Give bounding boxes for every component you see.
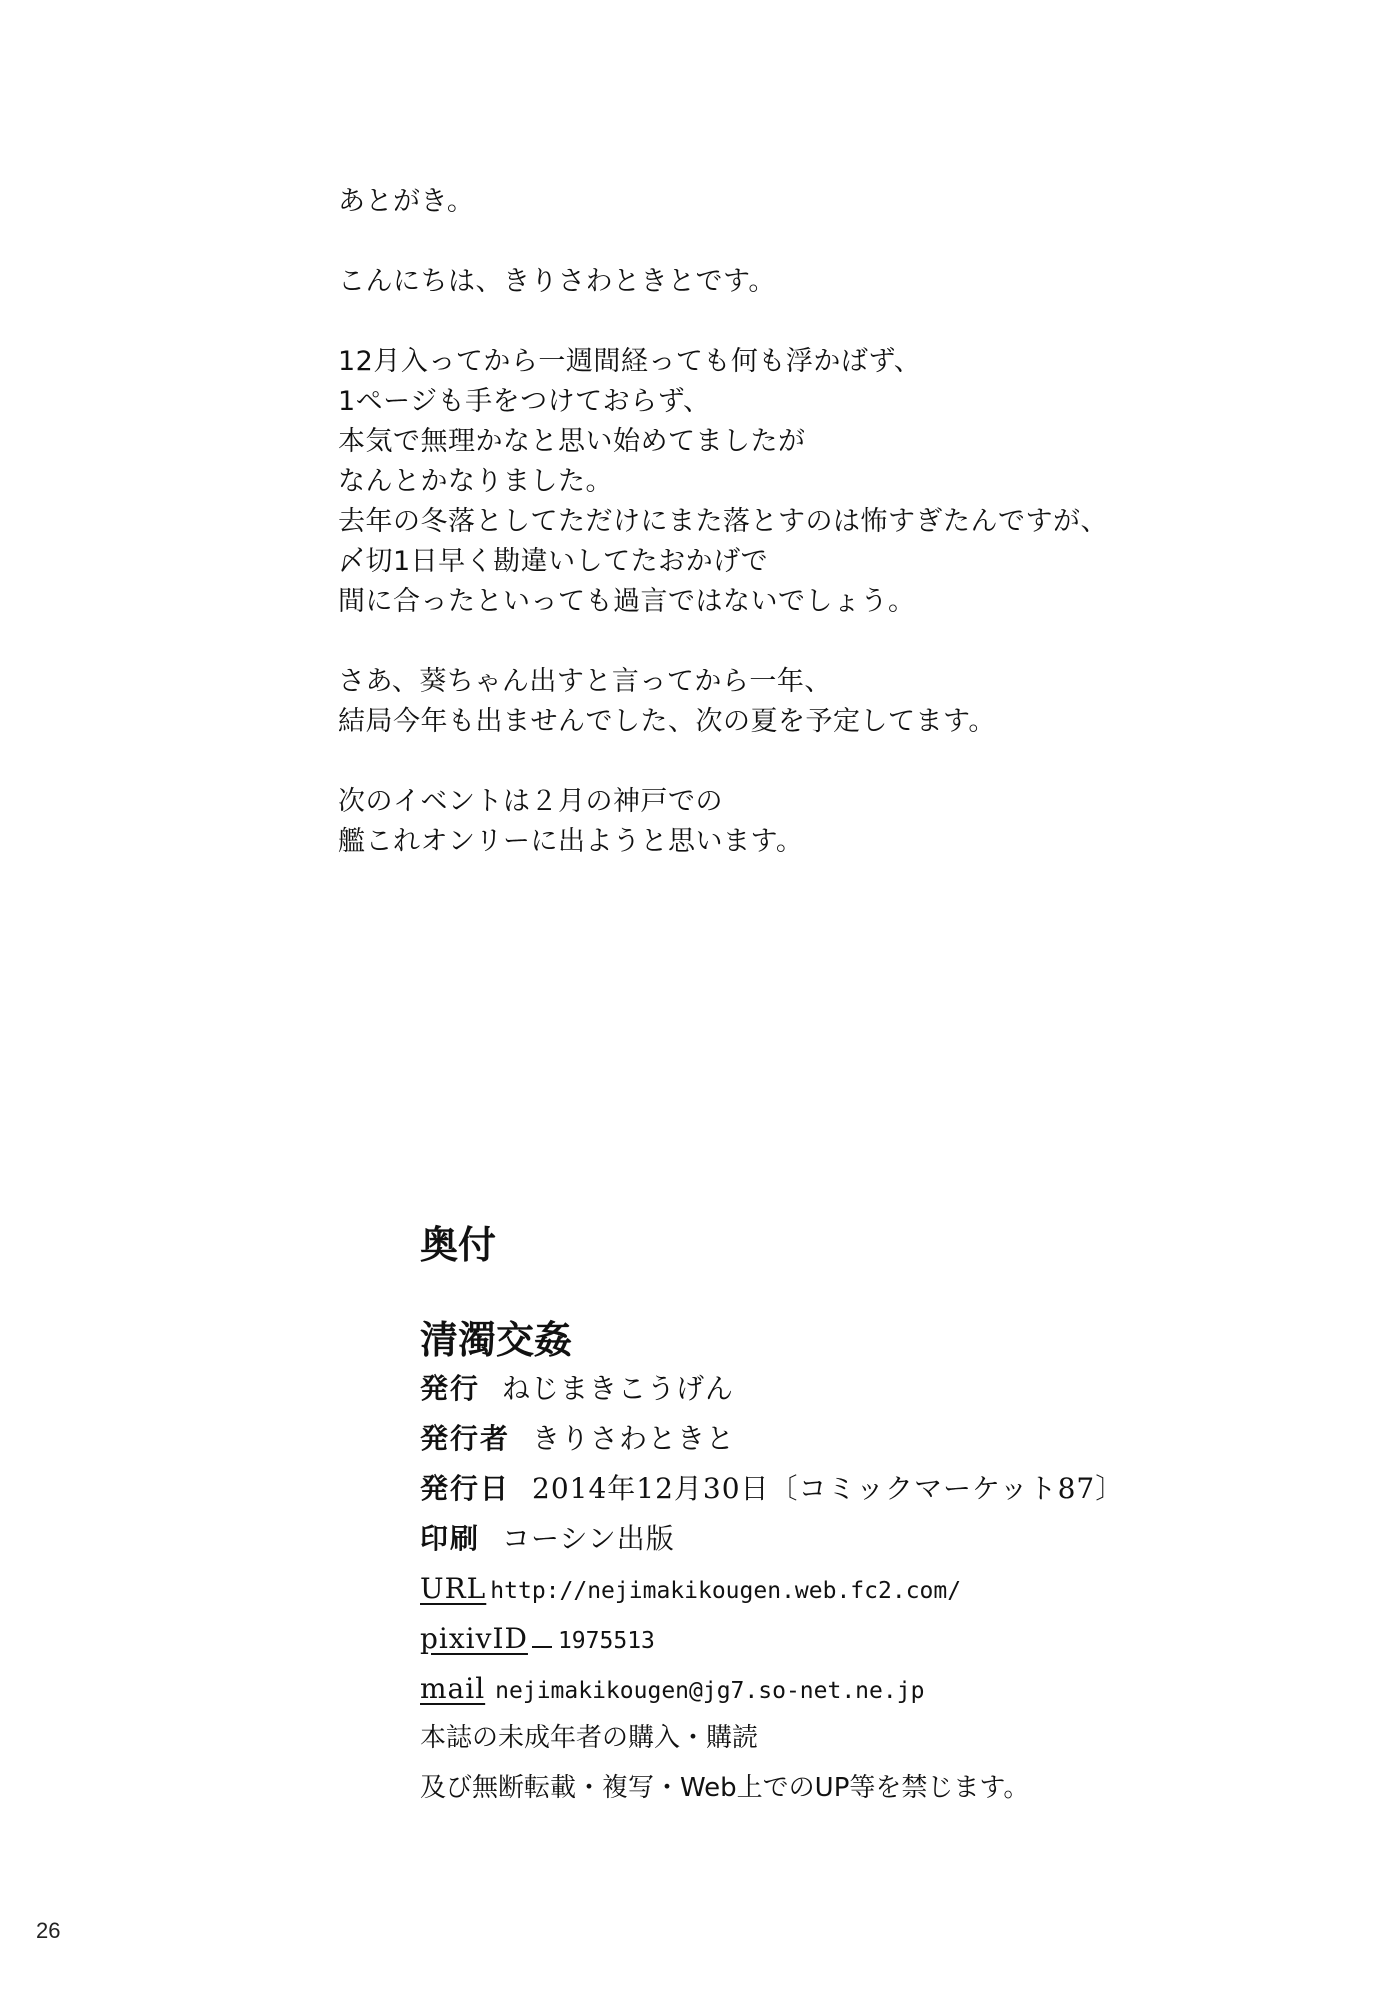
afterword-line: 次のイベントは２月の神戸での: [338, 786, 723, 817]
author-label: 発行者: [420, 1422, 511, 1455]
pixiv-id-value: 1975513: [557, 1628, 655, 1654]
printer-row: [420, 1516, 1240, 1562]
page-number: 26: [36, 1918, 61, 1943]
printer-label: 印刷: [420, 1522, 481, 1555]
afterword-line: 1ページも手をつけておらず、: [338, 386, 711, 417]
afterword-line: なんとかなりました。: [338, 466, 613, 497]
author-row: [420, 1416, 1240, 1462]
mail-row: [420, 1666, 1240, 1712]
afterword-line: 本気で無理かなと思い始めてましたが: [338, 426, 806, 457]
afterword-line: さあ、葵ちゃん出すと言ってから一年、: [338, 666, 832, 697]
publisher-label: 発行: [420, 1372, 481, 1405]
afterword-line: 間に合ったといっても過言ではないでしょう。: [338, 586, 916, 617]
colophon-section: [420, 1220, 1240, 1810]
afterword-line: 〆切1日早く勘違いしてたおかげで: [338, 546, 769, 577]
pixiv-label: pixivID: [420, 1622, 528, 1655]
afterword-line: 去年の冬落としてただけにまた落とすのは怖すぎたんですが、: [338, 506, 1108, 537]
mail-link[interactable]: nejimakikougen@jg7.so-net.ne.jp: [495, 1678, 925, 1704]
afterword-title: あとがき。: [338, 186, 475, 217]
pixiv-row: [420, 1616, 1240, 1662]
publisher-row: [420, 1366, 1240, 1412]
date-row: [420, 1466, 1240, 1512]
mail-label: mail: [420, 1672, 486, 1705]
afterword-line: 艦これオンリーに出ようと思います。: [338, 826, 804, 857]
afterword-greeting: こんにちは、きりさわときとです。: [338, 266, 776, 297]
date-value: 2014年12月30日〔コミックマーケット87〕: [532, 1472, 1125, 1505]
url-label: URL: [420, 1572, 487, 1605]
url-link[interactable]: http://nejimakikougen.web.fc2.com/: [490, 1578, 962, 1604]
notice-line: 及び無断転載・複写・Web上でのUP等を禁じます。: [420, 1773, 1030, 1803]
date-label: 発行日: [420, 1472, 511, 1505]
pixiv-underline: [532, 1616, 552, 1648]
printer-value: コーシン出版: [502, 1522, 675, 1555]
url-row: [420, 1566, 1240, 1612]
book-title: 清濁交姦: [420, 1317, 573, 1362]
notice-line: 本誌の未成年者の購入・購読: [420, 1723, 759, 1753]
author-value: きりさわときと: [532, 1422, 736, 1455]
afterword-line: 結局今年も出ませんでした、次の夏を予定してます。: [338, 706, 996, 737]
publisher-value: ねじまきこうげん: [502, 1372, 735, 1405]
afterword-line: 12月入ってから一週間経っても何も浮かばず、: [338, 346, 922, 377]
colophon-heading: 奥付: [420, 1222, 497, 1267]
afterword-section: [338, 182, 1158, 862]
